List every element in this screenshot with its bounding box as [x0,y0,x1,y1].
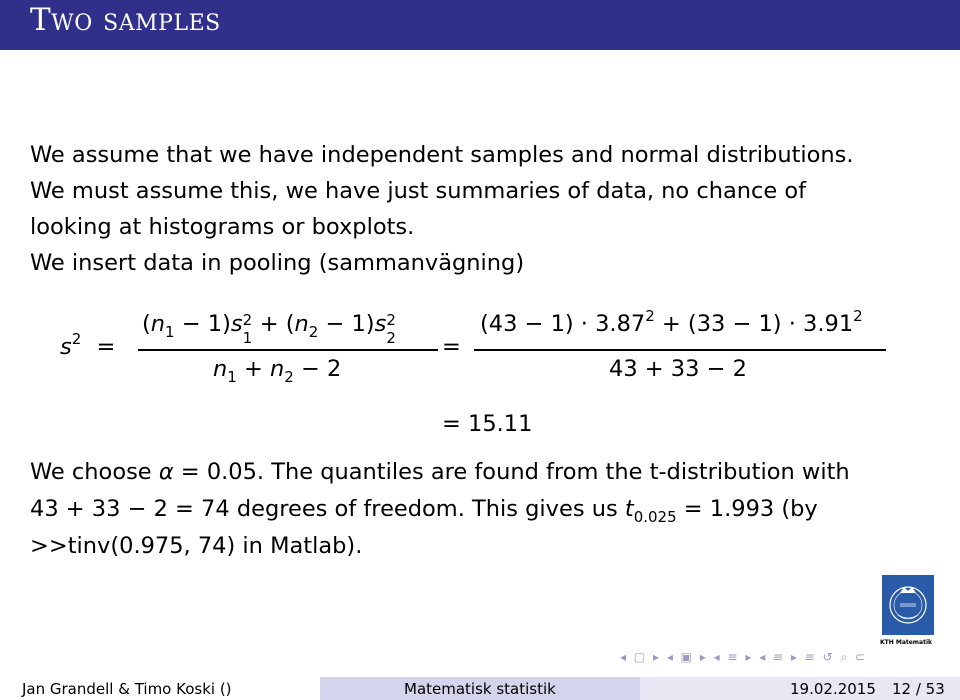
fraction-1-denominator: $n_1 + n_2 - 2$ [213,356,342,386]
fraction-2-numerator: $(43 - 1) \cdot 3.87^2 + (33 - 1) \cdot 3.91^2$ [480,307,863,337]
footer-authors: Jan Grandell & Timo Koski () [22,680,232,698]
footer [0,677,960,700]
fraction-1-bar [138,349,438,351]
paragraph-line-2: We must assume this, we have just summaries of data, no chance of [30,178,807,204]
kth-logo [882,575,934,635]
footer-right [640,677,960,700]
paragraph2-line-1: We choose α = 0.05. The quantiles are found from the t-distribution with [30,459,850,485]
kth-crest-icon [882,575,934,635]
paragraph2-line-2: 43 + 33 − 2 = 74 degrees of freedom. This gives us $t_{0.025} = 1.993$ (by [30,496,818,526]
beamer-navigation-icons[interactable]: ◂ ▢ ▸ ◂ ▣ ▸ ◂ ≡ ▸ ◂ ≡ ▸ ≡ ↺ ⌕ ⊂ [620,650,868,664]
paragraph-line-3: looking at histograms or boxplots. [30,214,415,240]
logo-caption: KTH Matematik [880,639,933,646]
footer-middle [320,677,640,700]
footer-left [0,677,320,700]
equation-lhs: $s^2$ = [60,330,116,360]
footer-date: 19.02.2015 [790,680,876,698]
paragraph-line-4: We insert data in pooling (sammanvägning) [30,250,525,276]
footer-page: 12 / 53 [892,680,945,698]
equation-result: = 15.11 [442,411,533,437]
footer-course: Matematisk statistik [404,680,556,698]
paragraph2-line-3: >>tinv(0.975, 74) in Matlab). [30,533,363,559]
fraction-1-numerator: $(n_1 - 1)s$ 2 1 + $(n_2 - 1)s$ 2 2 [142,311,396,347]
equals-sign: = [442,334,461,360]
fraction-2-bar [474,349,886,351]
fraction-2-denominator: 43 + 33 − 2 [609,356,747,382]
paragraph-line-1: We assume that we have independent samples and normal distributions. [30,142,854,168]
slide-title: Two samples [30,2,221,38]
title-bar [0,0,960,50]
